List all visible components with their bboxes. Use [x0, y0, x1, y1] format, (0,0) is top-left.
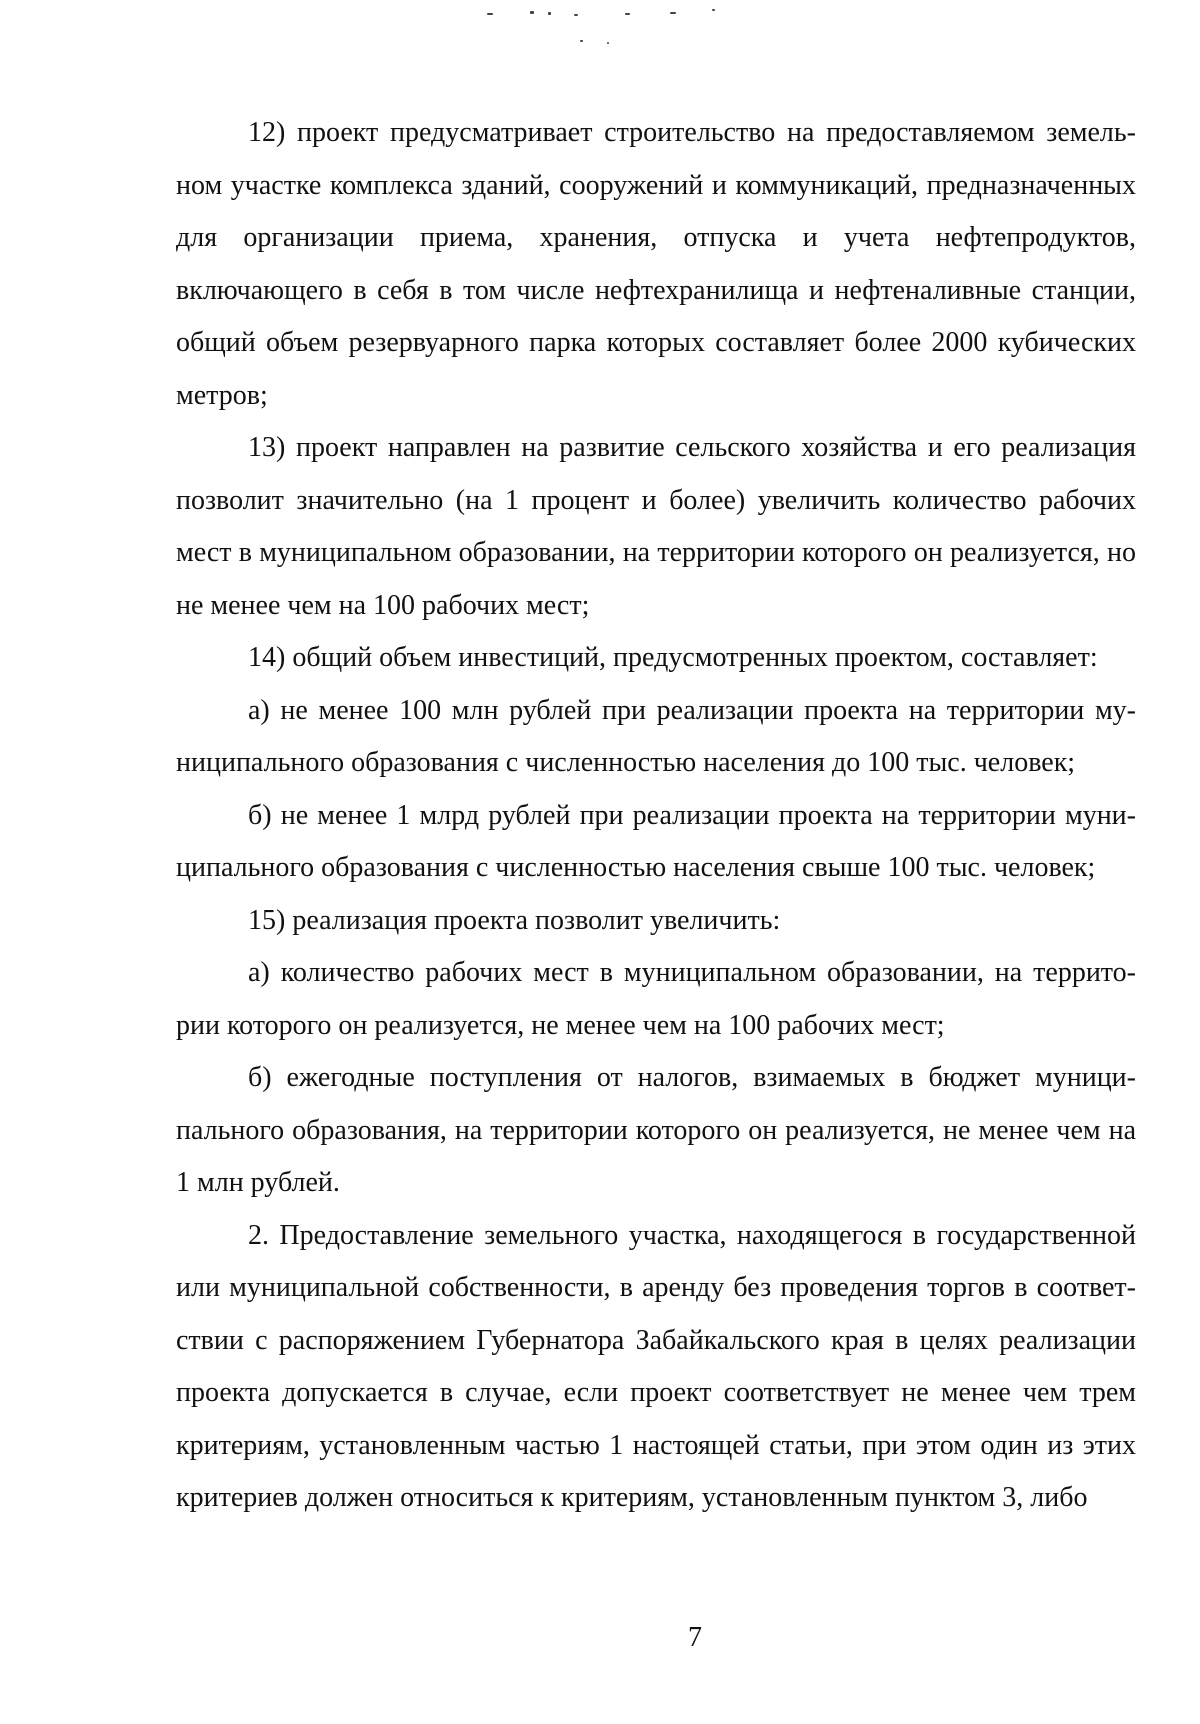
paragraph-item-14a: а) не менее 100 млн рублей при реализации проекта на территории муниципального образования с численностью населения до 100 тыс. человек; [176, 694, 1136, 778]
page-number: 7 [688, 1622, 702, 1653]
scan-artifact [607, 42, 609, 44]
scan-artifact [487, 13, 493, 15]
paragraph-item-15a: а) количество рабочих мест в муниципальном образовании, на территории которого он реализуется, не менее чем на 100 рабочих мест; [176, 957, 1136, 1041]
scan-artifact [580, 40, 583, 42]
paragraph-item-14b: б) не менее 1 млрд рублей при реализации проекта на территории муниципального образования с численностью населения свыше 100 тыс. человек; [176, 799, 1136, 883]
document-body [176, 107, 1136, 1525]
scan-artifact [548, 12, 551, 15]
scan-artifact [530, 11, 534, 14]
paragraph-item-15: 15) реализация проекта позволит увеличить: [248, 904, 781, 936]
scan-artifact [712, 9, 715, 11]
scan-artifact [625, 13, 630, 15]
paragraph-item-14: 14) общий объем инвестиций, предусмотренных проектом, составляет: [248, 642, 1098, 673]
paragraph-item-12: 12) проект предусматривает строительство на предоставляемом земельном участке комплекса зданий, сооружений и коммуникаций, предназначенных для организации приема, хранения, отпуска и учета нефтепродуктов, включающего в себя в том числе нефтехранилища и нефтеналивные станции, общий объем резервуарного парка которых составляет более 2000 кубических метров; [176, 117, 1136, 411]
paragraph-part-2: 2. Предоставление земельного участка, находящегося в государственной или муниципальной собственности, в аренду без проведения торгов в соответствии с распоряжением Губернатора Забайкальского края в целях реализации проекта допускается в случае, если проект соответствует не менее чем трем критериям, установленным частью 1 настоящей статьи, при этом один из этих критериев должен относиться к критериям, установленным пунктом 3, либо [176, 1219, 1136, 1513]
paragraph-item-15b: б) ежегодные поступления от налогов, взимаемых в бюджет муниципального образования, на территории которого он реализуется, не менее чем на 1 млн рублей. [176, 1062, 1136, 1198]
scan-artifact [574, 14, 578, 16]
scan-artifact [670, 12, 676, 14]
paragraph-item-13: 13) проект направлен на развитие сельского хозяйства и его реализация позволит значительно (на 1 процент и более) увеличить количество рабочих мест в муниципальном образовании, на территории которого он реализуется, но не менее чем на 100 рабочих мест; [176, 432, 1136, 621]
